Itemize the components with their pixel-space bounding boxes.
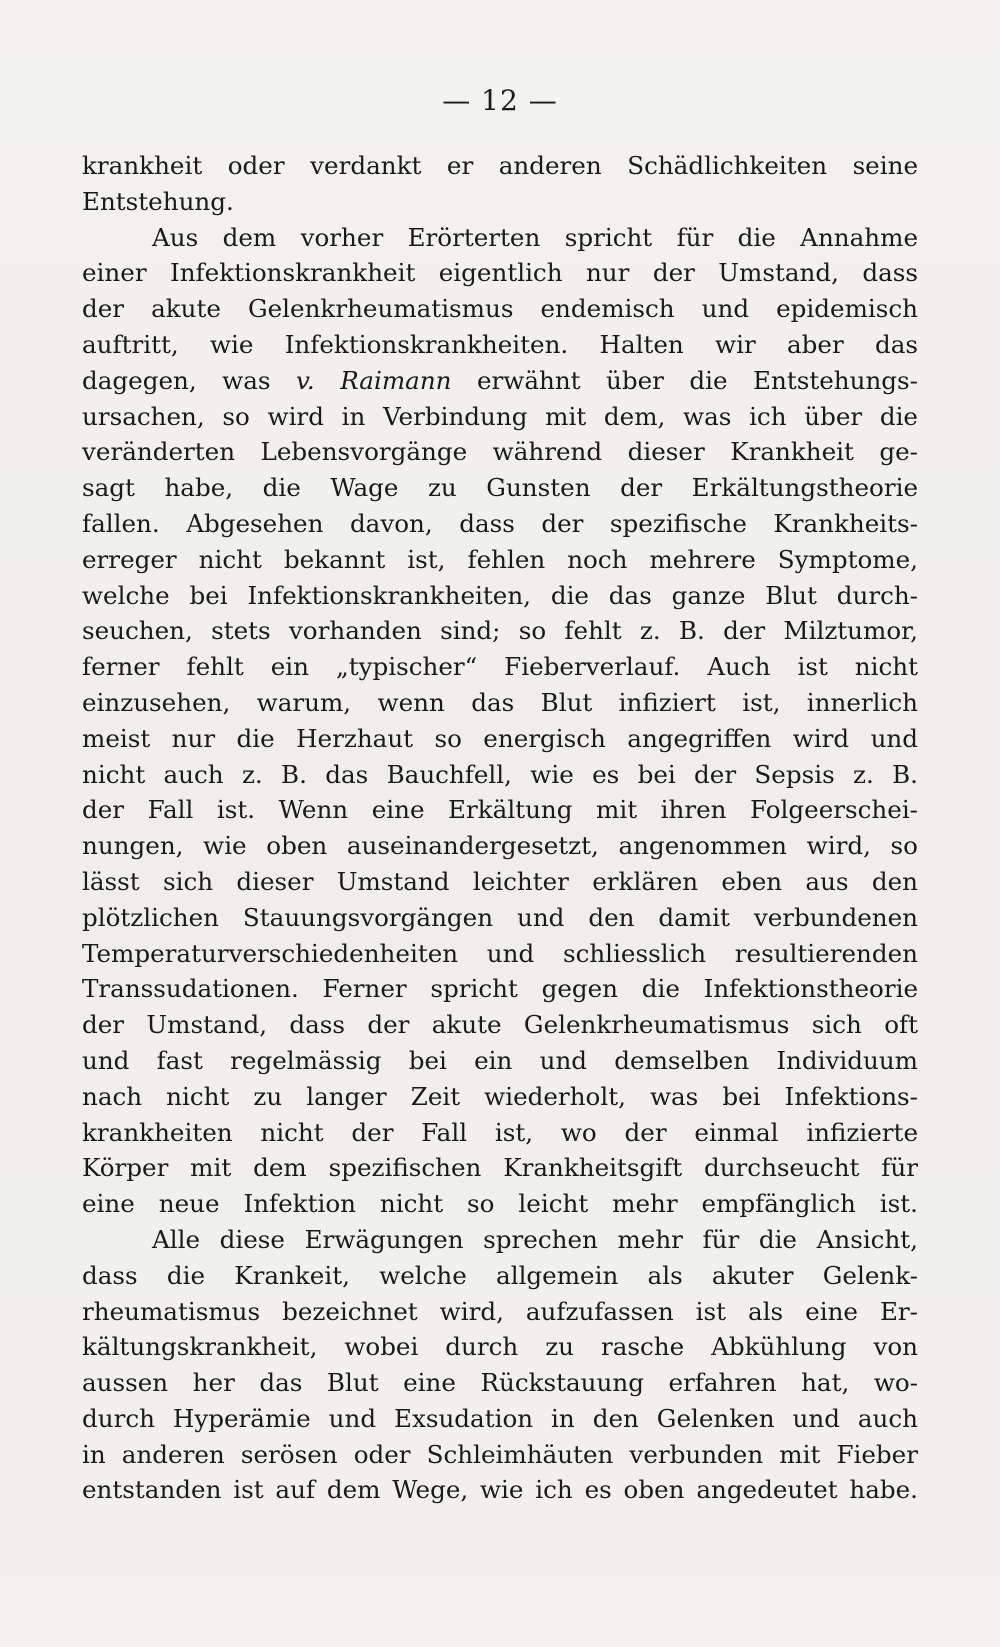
text-line: auftritt, wie Infektionskrankheiten. Halten wir aber das	[82, 329, 918, 359]
text-line: krankheit oder verdankt er anderen Schädlichkeiten seine	[82, 151, 918, 180]
body-text	[82, 148, 918, 1508]
text-line	[82, 363, 918, 399]
text-line: einzusehen, warum, wenn das Blut infiziert ist, innerlich	[82, 687, 918, 717]
text-line: durch Hyperämie und Exsudation in den Gelenken und auch	[82, 1403, 918, 1433]
text-line: lässt sich dieser Umstand leichter erklären eben aus den	[82, 866, 918, 896]
text-line: ursachen, so wird in Verbindung mit dem, was ich über die	[82, 401, 918, 431]
text-line: veränderten Lebensvorgänge während dieser Krankheit ge-	[82, 437, 918, 467]
text-line: ferner fehlt ein „typischer“ Fieberverlauf. Auch ist nicht	[82, 652, 918, 682]
text-line: Entstehung.	[82, 186, 234, 216]
text-line: erreger nicht bekannt ist, fehlen noch mehrere Symptome,	[82, 544, 918, 574]
text-line: entstanden ist auf dem Wege, wie ich es oben angedeutet habe.	[82, 1475, 918, 1505]
text-line: nach nicht zu langer Zeit wiederholt, was bei Infektions-	[82, 1081, 918, 1111]
text-line: sagt habe, die Wage zu Gunsten der Erkältungstheorie	[82, 473, 918, 503]
text-segment: dagegen, was	[82, 365, 296, 395]
text-line: welche bei Infektionskrankheiten, die das ganze Blut durch-	[82, 580, 918, 610]
text-line: nungen, wie oben auseinandergesetzt, angenommen wird, so	[82, 831, 918, 861]
text-line: Alle diese Erwägungen sprechen mehr für die Ansicht,	[152, 1224, 918, 1254]
text-line: Aus dem vorher Erörterten spricht für die Annahme	[152, 222, 918, 252]
text-line: einer Infektionskrankheit eigentlich nur der Umstand, dass	[82, 258, 918, 288]
text-line: eine neue Infektion nicht so leicht mehr empfänglich ist.	[82, 1189, 918, 1219]
text-line: der akute Gelenkrheumatismus endemisch und epidemisch	[82, 294, 918, 324]
text-line: nicht auch z. B. das Bauchfell, wie es bei der Sepsis z. B.	[82, 759, 918, 789]
text-line: kältungskrankheit, wobei durch zu rasche Abkühlung von	[82, 1332, 918, 1362]
text-segment: erwähnt über die Entstehungs-	[451, 365, 918, 395]
text-line: dass die Krankeit, welche allgemein als akuter Gelenk-	[82, 1260, 918, 1290]
text-line: Körper mit dem spezifischen Krankheitsgift durchseucht für	[82, 1153, 918, 1183]
page-number: — 12 —	[442, 84, 558, 117]
text-line: und fast regelmässig bei ein und demselben Individuum	[82, 1045, 918, 1075]
text-line: Temperaturverschiedenheiten und schliesslich resultierenden	[82, 938, 918, 968]
text-line: plötzlichen Stauungsvorgängen und den damit verbundenen	[82, 902, 918, 932]
author-name: v. Raimann	[295, 365, 452, 395]
text-line: der Fall ist. Wenn eine Erkältung mit ihren Folgeerschei-	[82, 795, 918, 825]
text-line: krankheiten nicht der Fall ist, wo der einmal infizierte	[82, 1117, 918, 1147]
text-line: der Umstand, dass der akute Gelenkrheumatismus sich oft	[82, 1010, 918, 1040]
text-line: in anderen serösen oder Schleimhäuten verbunden mit Fieber	[82, 1439, 918, 1469]
text-line: fallen. Abgesehen davon, dass der spezifische Krankheits-	[82, 508, 918, 538]
text-line: seuchen, stets vorhanden sind; so fehlt z. B. der Milztumor,	[82, 616, 918, 646]
text-line: aussen her das Blut eine Rückstauung erfahren hat, wo-	[82, 1368, 918, 1398]
text-line: rheumatismus bezeichnet wird, aufzufassen ist als eine Er-	[82, 1296, 918, 1326]
text-line: meist nur die Herzhaut so energisch angegriffen wird und	[82, 723, 918, 753]
text-line: Transsudationen. Ferner spricht gegen die Infektionstheorie	[82, 974, 918, 1004]
